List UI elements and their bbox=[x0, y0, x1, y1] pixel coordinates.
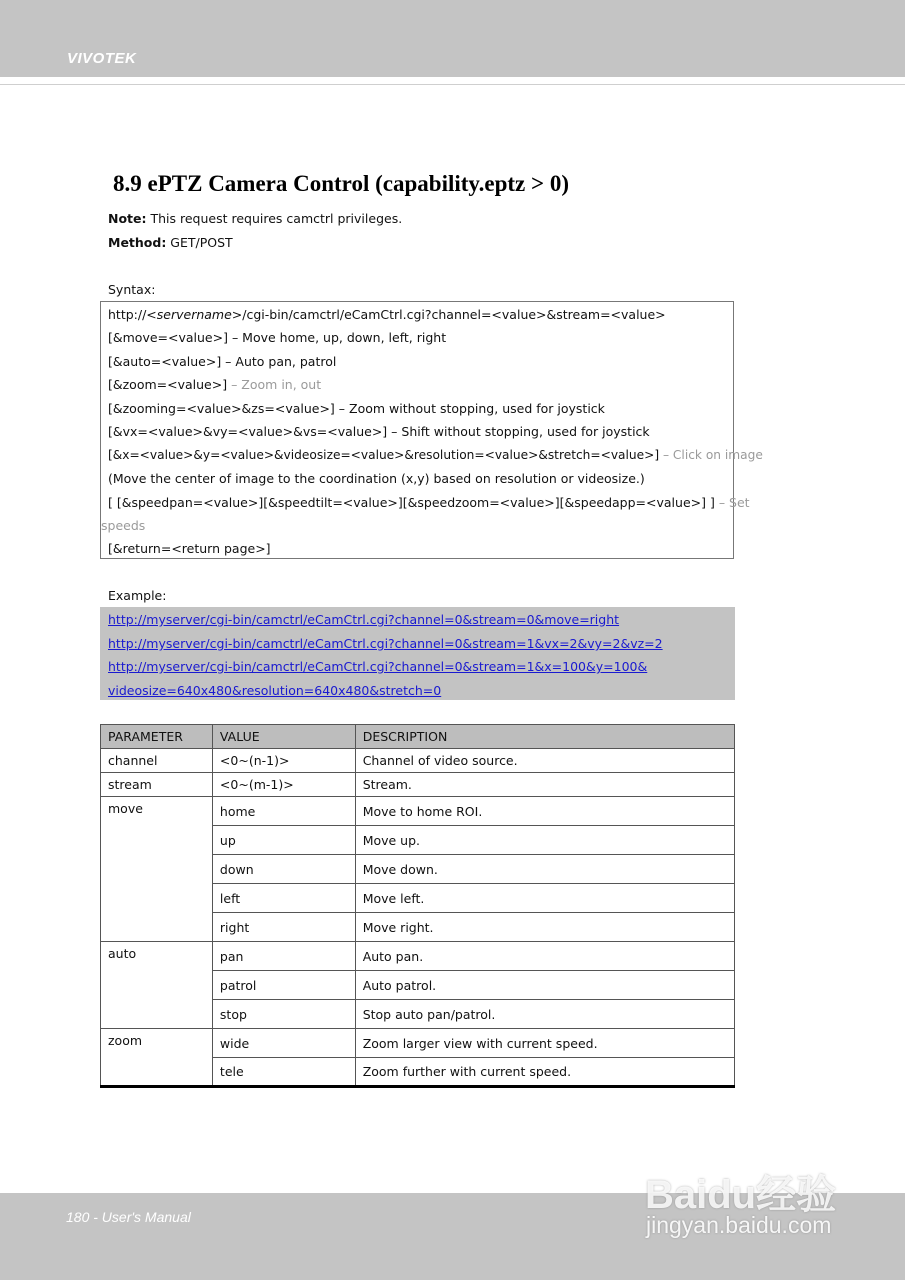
table-row bbox=[101, 797, 735, 826]
table-row bbox=[101, 942, 735, 971]
description-cell: Move up. bbox=[355, 826, 734, 855]
description-cell: Channel of video source. bbox=[355, 749, 734, 773]
syntax-line: [&auto=<value>] – Auto pan, patrol bbox=[108, 354, 337, 369]
syntax-line: [&x=<value>&y=<value>&videosize=<value>&resolution=<value>&stretch=<value>] – Click on image bbox=[108, 448, 763, 462]
header-value: VALUE bbox=[212, 725, 355, 749]
param-cell: move bbox=[101, 797, 213, 942]
description-cell: Move down. bbox=[355, 855, 734, 884]
syntax-line: [&zoom=<value>] – Zoom in, out bbox=[108, 377, 322, 392]
watermark-url: jingyan.baidu.com bbox=[646, 1212, 832, 1238]
syntax-line: [ [&speedpan=<value>][&speedtilt=<value>][&speedzoom=<value>][&speedapp=<value>] ] – Set bbox=[108, 495, 750, 510]
example-link[interactable]: videosize=640x480&resolution=640x480&stretch=0 bbox=[108, 683, 442, 698]
note-label: Note: bbox=[108, 211, 147, 226]
value-cell: home bbox=[212, 797, 355, 826]
syntax-line: [&zooming=<value>&zs=<value>] – Zoom without stopping, used for joystick bbox=[108, 401, 605, 416]
value-cell: up bbox=[212, 826, 355, 855]
note-line bbox=[108, 211, 402, 226]
page-header bbox=[0, 0, 905, 77]
example-link[interactable]: http://myserver/cgi-bin/camctrl/eCamCtrl.cgi?channel=0&stream=0&move=right bbox=[108, 612, 620, 627]
description-cell: Stop auto pan/patrol. bbox=[355, 1000, 734, 1029]
example-box bbox=[100, 607, 735, 700]
syntax-line: [&return=<return page>] bbox=[108, 541, 271, 556]
description-cell: Zoom larger view with current speed. bbox=[355, 1029, 734, 1058]
brand-logo: VIVOTEK bbox=[67, 50, 137, 67]
description-cell: Move left. bbox=[355, 884, 734, 913]
example-link[interactable]: http://myserver/cgi-bin/camctrl/eCamCtrl.cgi?channel=0&stream=1&vx=2&vy=2&vz=2 bbox=[108, 636, 663, 651]
note-text: This request requires camctrl privileges. bbox=[146, 211, 403, 226]
table-row bbox=[101, 749, 735, 773]
syntax-line: (Move the center of image to the coordination (x,y) based on resolution or videosize.) bbox=[108, 471, 645, 486]
value-cell: stop bbox=[212, 1000, 355, 1029]
example-label: Example: bbox=[108, 588, 167, 603]
value-cell: <0~(m-1)> bbox=[212, 773, 355, 797]
syntax-line: speeds bbox=[101, 518, 146, 533]
example-link[interactable]: http://myserver/cgi-bin/camctrl/eCamCtrl.cgi?channel=0&stream=1&x=100&y=100& bbox=[108, 659, 648, 674]
value-cell: wide bbox=[212, 1029, 355, 1058]
value-cell: <0~(n-1)> bbox=[212, 749, 355, 773]
section-title: 8.9 ePTZ Camera Control (capability.eptz > 0) bbox=[113, 171, 570, 196]
description-cell: Move to home ROI. bbox=[355, 797, 734, 826]
syntax-box bbox=[100, 301, 763, 559]
page-number: 180 - User's Manual bbox=[66, 1209, 191, 1225]
table-header-row bbox=[101, 725, 735, 749]
value-cell: left bbox=[212, 884, 355, 913]
header-divider bbox=[0, 84, 905, 85]
value-cell: pan bbox=[212, 942, 355, 971]
syntax-line: [&move=<value>] – Move home, up, down, left, right bbox=[108, 330, 447, 345]
description-cell: Zoom further with current speed. bbox=[355, 1058, 734, 1087]
method-text: GET/POST bbox=[166, 235, 233, 250]
description-cell: Auto pan. bbox=[355, 942, 734, 971]
value-cell: right bbox=[212, 913, 355, 942]
header-parameter: PARAMETER bbox=[101, 725, 213, 749]
param-cell: stream bbox=[101, 773, 213, 797]
watermark-logo: Baidu经验 bbox=[645, 1173, 837, 1217]
param-cell: auto bbox=[101, 942, 213, 1029]
method-line bbox=[108, 235, 233, 250]
table-row bbox=[101, 1029, 735, 1058]
syntax-line: http://<servername>/cgi-bin/camctrl/eCamCtrl.cgi?channel=<value>&stream=<value> bbox=[108, 307, 666, 322]
description-cell: Move right. bbox=[355, 913, 734, 942]
value-cell: tele bbox=[212, 1058, 355, 1087]
description-cell: Auto patrol. bbox=[355, 971, 734, 1000]
value-cell: down bbox=[212, 855, 355, 884]
table-row bbox=[101, 773, 735, 797]
param-cell: channel bbox=[101, 749, 213, 773]
method-label: Method: bbox=[108, 235, 167, 250]
value-cell: patrol bbox=[212, 971, 355, 1000]
header-description: DESCRIPTION bbox=[355, 725, 734, 749]
param-cell: zoom bbox=[101, 1029, 213, 1087]
parameter-table bbox=[100, 724, 735, 1088]
syntax-label: Syntax: bbox=[108, 282, 156, 297]
description-cell: Stream. bbox=[355, 773, 734, 797]
syntax-line: [&vx=<value>&vy=<value>&vs=<value>] – Shift without stopping, used for joystick bbox=[108, 424, 650, 439]
